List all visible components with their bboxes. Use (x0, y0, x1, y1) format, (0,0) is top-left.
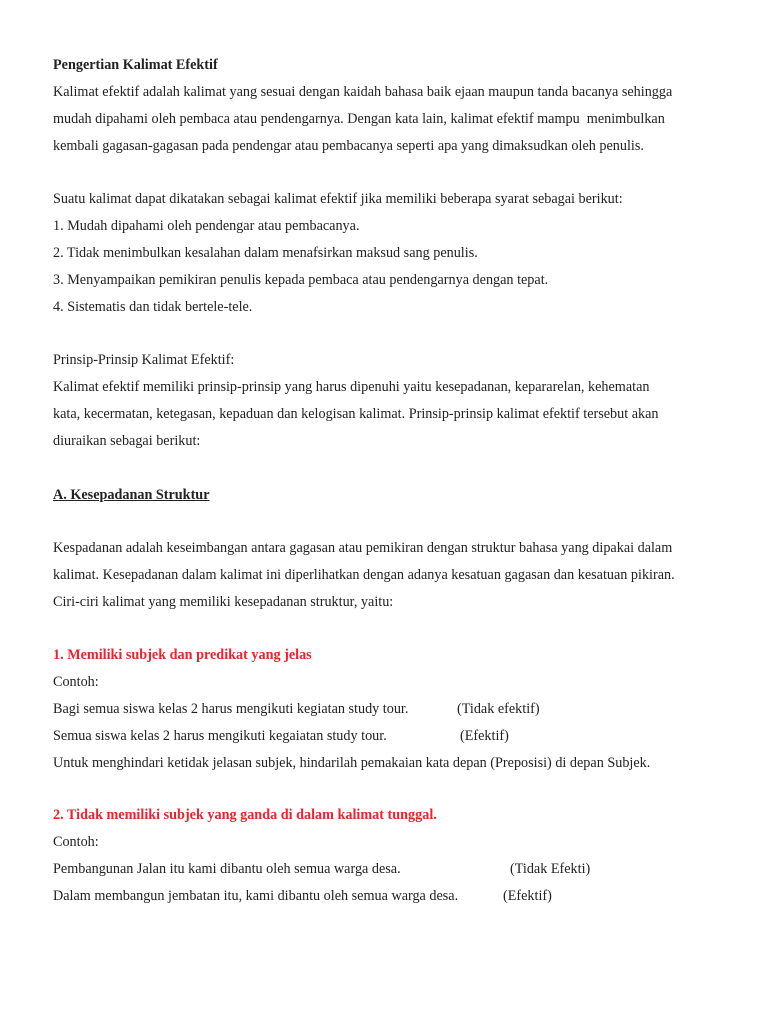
point-1-example-2-tag: (Efektif) (460, 728, 509, 744)
intro-line-3: kembali gagasan-gagasan pada pendengar atau pembacanya seperti apa yang dimaksudkan oleh penulis. (53, 138, 644, 154)
syarat-item-2: 2. Tidak menimbulkan kesalahan dalam menafsirkan maksud sang penulis. (53, 245, 478, 261)
point-1-note: Untuk menghindari ketidak jelasan subjek, hindarilah pemakaian kata depan (Preposisi) di depan Subjek. (53, 755, 651, 771)
point-1-contoh-label: Contoh: (53, 674, 99, 690)
point-2-example-2: Dalam membangun jembatan itu, kami dibantu oleh semua warga desa. (53, 888, 459, 904)
point-2-example-1: Pembangunan Jalan itu kami dibantu oleh semua warga desa. (53, 861, 401, 877)
point-2-example-1-tag: (Tidak Efekti) (510, 861, 591, 877)
point-1-example-1-tag: (Tidak efektif) (457, 701, 540, 717)
point-2-example-2-tag: (Efektif) (503, 888, 552, 904)
section-a-heading: A. Kesepadanan Struktur (53, 487, 210, 503)
syarat-item-1: 1. Mudah dipahami oleh pendengar atau pembacanya. (53, 218, 360, 234)
prinsip-line-1: Kalimat efektif memiliki prinsip-prinsip yang harus dipenuhi yaitu kesepadanan, kepararelan, kehematan (53, 379, 650, 395)
syarat-intro: Suatu kalimat dapat dikatakan sebagai kalimat efektif jika memiliki beberapa syarat sebagai berikut: (53, 191, 623, 207)
point-1-example-2: Semua siswa kelas 2 harus mengikuti kegaiatan study tour. (53, 728, 387, 744)
point-2-contoh-label: Contoh: (53, 834, 99, 850)
intro-line-2: mudah dipahami oleh pembaca atau pendengarnya. Dengan kata lain, kalimat efektif mampu menimbulkan (53, 111, 665, 127)
section-a-line-3: Ciri-ciri kalimat yang memiliki kesepadanan struktur, yaitu: (53, 594, 394, 610)
syarat-item-3: 3. Menyampaikan pemikiran penulis kepada pembaca atau pendengarnya dengan tepat. (53, 272, 549, 288)
section-a-line-1: Kespadanan adalah keseimbangan antara gagasan atau pemikiran dengan struktur bahasa yang dipakai dalam (53, 540, 673, 556)
point-1-example-1: Bagi semua siswa kelas 2 harus mengikuti kegiatan study tour. (53, 701, 409, 717)
prinsip-line-3: diuraikan sebagai berikut: (53, 433, 201, 449)
syarat-item-4: 4. Sistematis dan tidak bertele-tele. (53, 299, 253, 315)
prinsip-line-2: kata, kecermatan, ketegasan, kepaduan dan kelogisan kalimat. Prinsip-prinsip kalimat efektif tersebut akan (53, 406, 659, 422)
section-a-line-2: kalimat. Kesepadanan dalam kalimat ini diperlihatkan dengan adanya kesatuan gagasan dan kesatuan pikiran. (53, 567, 675, 583)
page-title: Pengertian Kalimat Efektif (53, 57, 218, 73)
point-2-heading: 2. Tidak memiliki subjek yang ganda di dalam kalimat tunggal. (53, 807, 437, 823)
point-1-heading: 1. Memiliki subjek dan predikat yang jelas (53, 647, 312, 663)
prinsip-heading: Prinsip-Prinsip Kalimat Efektif: (53, 352, 235, 368)
intro-line-1: Kalimat efektif adalah kalimat yang sesuai dengan kaidah bahasa baik ejaan maupun tanda bacanya sehingga (53, 84, 673, 100)
